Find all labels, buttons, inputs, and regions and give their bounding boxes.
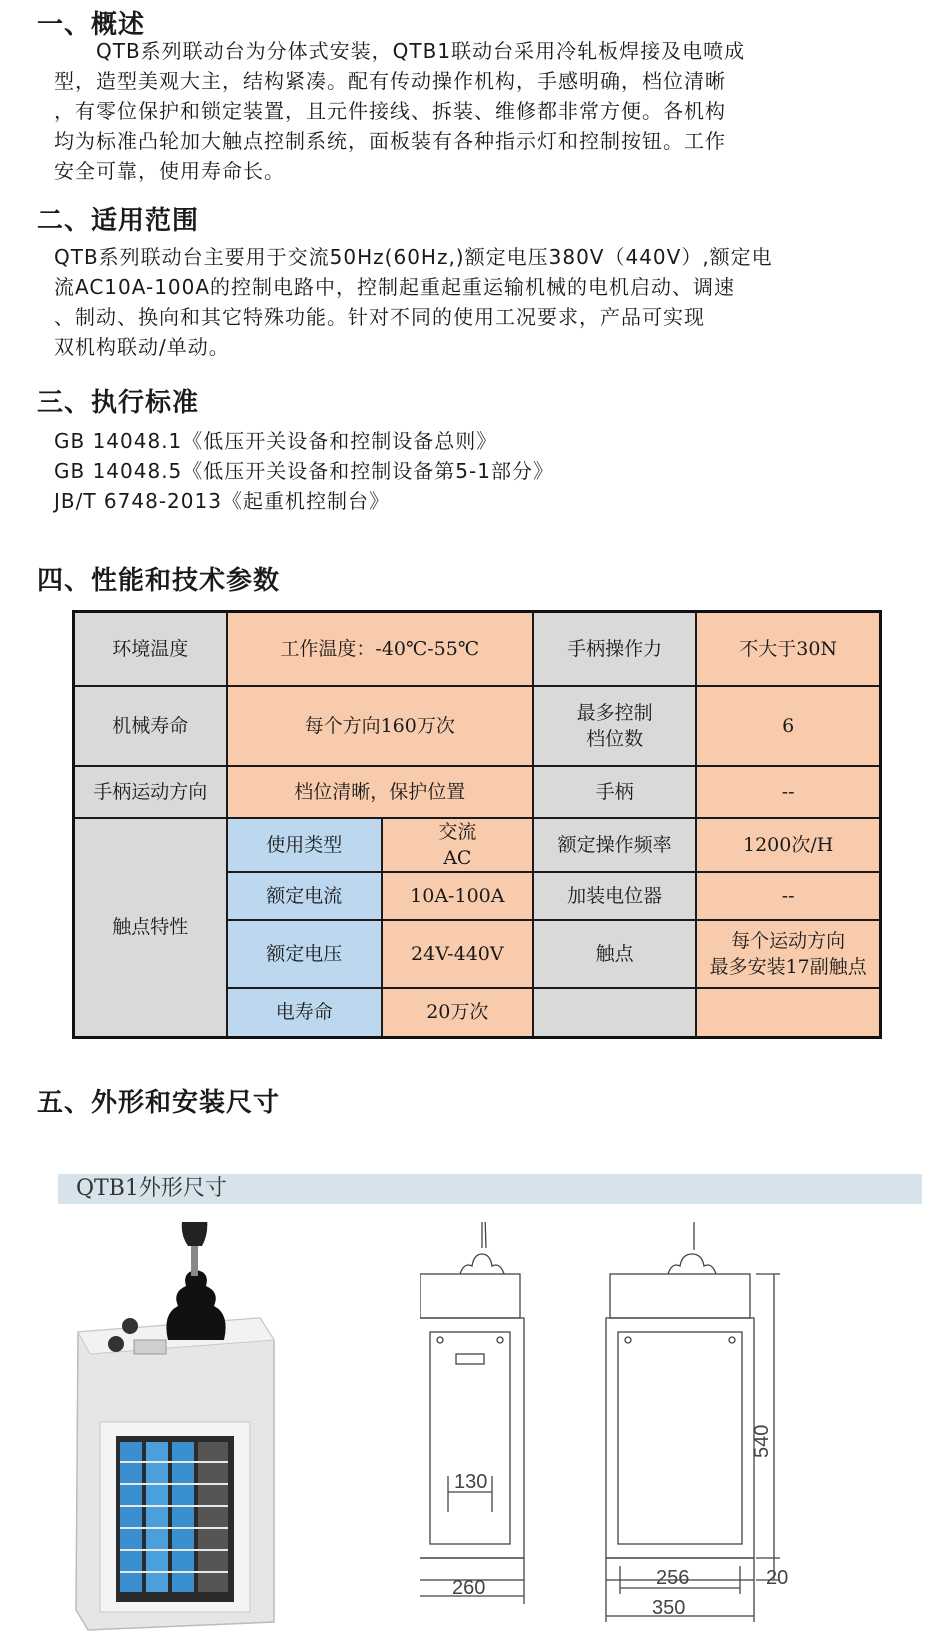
table-cell: 手柄运动方向 xyxy=(74,766,227,818)
dim-350: 350 xyxy=(652,1597,686,1619)
table-cell: -- xyxy=(696,766,880,818)
table-cell: 触点 xyxy=(533,920,696,988)
text-line: 流AC10A-100A的控制电路中，控制起重起重运输机械的电机启动、调速 xyxy=(54,275,736,299)
table-cell: 电寿命 xyxy=(227,988,382,1038)
standard-item: GB 14048.1《低压开关设备和控制设备总则》 xyxy=(54,429,498,453)
scope-paragraph xyxy=(54,242,834,362)
side-view xyxy=(606,1222,780,1622)
table-cell: 额定操作频率 xyxy=(533,818,696,872)
table-cell: 加装电位器 xyxy=(533,872,696,920)
table-row xyxy=(74,612,881,686)
text-line: 均为标准凸轮加大触点控制系统，面板装有各种指示灯和控制按钮。工作 xyxy=(54,129,726,153)
table-row xyxy=(74,686,881,766)
table-cell: 环境温度 xyxy=(74,612,227,686)
cell-line: 每个运动方向 xyxy=(731,929,846,952)
table-cell: 6 xyxy=(696,686,880,766)
table-cell xyxy=(382,818,533,872)
cell-line: 交流 xyxy=(438,820,477,843)
rubber-boot xyxy=(166,1270,225,1340)
heading-overview: 一、概述 xyxy=(37,10,146,40)
table-cell: 1200次/H xyxy=(696,818,880,872)
standards-list xyxy=(54,426,834,516)
table-cell: 手柄操作力 xyxy=(533,612,696,686)
table-cell: 额定电压 xyxy=(227,920,382,988)
dim-130: 130 xyxy=(454,1471,488,1493)
table-cell xyxy=(533,686,696,766)
text-line: QTB系列联动台为分体式安装，QTB1联动台采用冷轧板焊接及电喷成 xyxy=(96,39,746,63)
table-cell: 20万次 xyxy=(382,988,533,1038)
table-row xyxy=(74,766,881,818)
table-cell: 每个方向160万次 xyxy=(227,686,533,766)
lever-grip xyxy=(182,1222,208,1246)
heading-params: 四、性能和技术参数 xyxy=(37,566,281,596)
heading-scope: 二、适用范围 xyxy=(37,206,200,236)
nameplate xyxy=(134,1340,166,1354)
text-line: 安全可靠，使用寿命长。 xyxy=(54,159,285,183)
text-line: ，有零位保护和锁定装置，且元件接线、拆装、维修都非常方便。各机构 xyxy=(54,99,726,123)
standard-item: GB 14048.5《低压开关设备和控制设备第5-1部分》 xyxy=(54,459,554,483)
table-cell: 24V-440V xyxy=(382,920,533,988)
table-cell xyxy=(533,988,696,1038)
cell-line: 最多控制 xyxy=(576,701,653,724)
table-cell: 触点特性 xyxy=(74,818,227,1038)
standard-item: JB/T 6748-2013《起重机控制台》 xyxy=(54,489,390,513)
table-cell: 机械寿命 xyxy=(74,686,227,766)
text-line: 、制动、换向和其它特殊功能。针对不同的使用工况要求，产品可实现 xyxy=(54,305,705,329)
table-cell: 档位清晰，保护位置 xyxy=(227,766,533,818)
heading-standards: 三、执行标准 xyxy=(37,388,200,418)
table-cell xyxy=(696,988,880,1038)
dimension-banner: QTB1外形尺寸 xyxy=(58,1174,922,1204)
table-cell: -- xyxy=(696,872,880,920)
heading-dimensions: 五、外形和安装尺寸 xyxy=(37,1088,281,1118)
table-cell: 使用类型 xyxy=(227,818,382,872)
contact-blocks xyxy=(120,1442,228,1592)
dim-260: 260 xyxy=(452,1577,486,1599)
cell-line: 最多安装17副触点 xyxy=(709,955,867,978)
table-cell: 10A-100A xyxy=(382,872,533,920)
knob-icon xyxy=(122,1318,138,1334)
cell-line: 档位数 xyxy=(586,727,644,750)
table-cell: 不大于30N xyxy=(696,612,880,686)
text-line: 双机构联动/单动。 xyxy=(54,335,230,359)
table-cell: 额定电流 xyxy=(227,872,382,920)
product-photo xyxy=(60,1222,290,1634)
dim-256: 256 xyxy=(656,1567,690,1589)
dimension-drawing xyxy=(420,1222,860,1634)
text-line: QTB系列联动台主要用于交流50Hz(60Hz,)额定电压380V（440V）,额定电 xyxy=(54,245,773,269)
overview-paragraph xyxy=(54,36,834,186)
dim-20: 20 xyxy=(766,1567,789,1589)
table-row xyxy=(74,818,881,872)
table-cell xyxy=(696,920,880,988)
knob-icon xyxy=(108,1336,124,1352)
spec-table xyxy=(72,610,882,1039)
dim-540: 540 xyxy=(751,1424,773,1458)
front-view xyxy=(420,1222,524,1604)
text-line: 型，造型美观大主，结构紧凑。配有传动操作机构，手感明确，档位清晰 xyxy=(54,69,726,93)
cell-line: AC xyxy=(443,846,472,869)
table-cell: 工作温度：-40℃-55℃ xyxy=(227,612,533,686)
table-cell: 手柄 xyxy=(533,766,696,818)
